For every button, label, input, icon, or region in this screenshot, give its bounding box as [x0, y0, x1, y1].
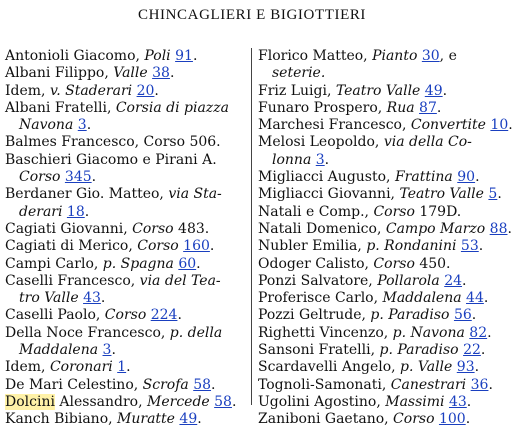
address-text: Corso [373, 203, 415, 220]
address-number-link[interactable]: 10 [490, 117, 509, 134]
entry-text: . [508, 117, 513, 134]
address-text: lonna [272, 151, 312, 168]
entry-text: Antonioli Giacomo, [5, 48, 145, 64]
entry-text: . [475, 169, 480, 186]
directory-entry [258, 169, 500, 186]
entry-text: Cagiati Giovanni, [5, 220, 133, 237]
entry-text: . [177, 307, 182, 324]
address-text: Maddalena [382, 290, 462, 307]
address-text: p. Navona [392, 324, 465, 341]
entry-text: Caselli Paolo, [5, 307, 105, 324]
entry-line [258, 359, 500, 376]
entry-text: Tognoli-Samonati, [258, 376, 391, 393]
address-text: p. Spagna [102, 255, 174, 272]
entry-text: . [154, 82, 159, 99]
address-number-link[interactable]: 24 [444, 272, 463, 289]
left-column [5, 48, 249, 429]
entry-line [258, 325, 500, 342]
entry-text: Albani Fratelli, [5, 99, 116, 116]
directory-entry [5, 100, 249, 135]
entry-line [258, 204, 500, 221]
address-number-link[interactable]: 3 [77, 117, 87, 134]
address-number-link[interactable]: 82 [469, 324, 488, 341]
entry-line [258, 134, 500, 151]
address-text: Convertite [410, 117, 486, 134]
entry-line [5, 204, 249, 221]
entry-text: Campi Carlo, [5, 255, 103, 272]
address-number-link[interactable]: 44 [466, 290, 484, 307]
directory-entry [258, 117, 513, 134]
directory-entry [258, 204, 500, 221]
directory-entry [258, 394, 500, 411]
entry-line [258, 117, 513, 134]
address-text: Corso [132, 220, 174, 237]
entry-line [5, 65, 249, 82]
entry-text: . [462, 272, 467, 289]
entry-text: , e [439, 48, 457, 64]
entry-text: Baschieri Giacomo e Pirani A. [5, 151, 217, 168]
entry-line [258, 377, 500, 394]
address-number-link[interactable]: 20 [136, 82, 155, 99]
entry-text: Friz Luigi, [258, 82, 336, 99]
entry-text: Della Noce Francesco, [5, 324, 170, 341]
directory-entry [5, 377, 249, 394]
entry-text: . [197, 411, 202, 428]
entry-line [258, 307, 500, 324]
entry-text: Caselli Francesco, [5, 272, 140, 289]
entry-text: Sansoni Fratelli, [258, 342, 380, 359]
entry-text: Funaro Prospero, [258, 99, 387, 116]
address-number-link[interactable]: 56 [453, 307, 472, 324]
address-number-link[interactable]: 100 [438, 411, 466, 428]
entry-line [5, 290, 249, 307]
entry-line [258, 220, 512, 238]
entry-text: . [471, 307, 477, 324]
entry-text: Berdaner Gio. Matteo, [5, 186, 169, 203]
address-text: Rua [386, 99, 415, 116]
entry-line [5, 238, 249, 255]
address-number-link[interactable]: 22 [463, 342, 481, 359]
address-text: Pollarola [377, 272, 440, 289]
address-text: Mercede [147, 393, 210, 410]
address-number-link[interactable]: 49 [179, 411, 198, 428]
entry-line [5, 83, 249, 100]
address-number-link[interactable]: 160 [183, 238, 210, 255]
entry-text: . [196, 255, 201, 272]
entry-text: . [497, 186, 502, 203]
address-text: tro Valle [19, 290, 79, 307]
directory-entry [258, 307, 500, 324]
address-text: Corso [137, 238, 179, 255]
entry-line [5, 169, 249, 186]
directory-entry [258, 83, 500, 100]
entry-text: Balmes Francesco, Corso 506. [5, 134, 221, 151]
directory-entry [5, 256, 249, 273]
address-text: Corso [373, 255, 415, 272]
address-text: p. Valle [400, 359, 453, 376]
entry-text: . [86, 117, 92, 134]
address-number-link[interactable]: 36 [470, 376, 489, 393]
address-text: derari [19, 203, 63, 220]
entry-text: . [111, 342, 116, 359]
entry-line [258, 273, 500, 290]
entry-line [258, 342, 500, 359]
entry-line [5, 186, 249, 203]
directory-entry [258, 342, 500, 359]
entry-line [5, 359, 249, 376]
entry-line [5, 100, 249, 117]
directory-entry [5, 65, 249, 82]
entry-text: 483. [173, 220, 210, 237]
entry-text: Idem, [5, 359, 50, 376]
address-number-link[interactable]: 87 [419, 99, 437, 116]
entry-text: . [169, 65, 175, 82]
address-number-link[interactable]: 53 [460, 238, 479, 255]
entry-line [5, 342, 249, 359]
address-number-link[interactable]: 90 [457, 169, 476, 186]
address-number-link[interactable]: 5 [488, 186, 498, 203]
address-text: Campo Marzo [385, 220, 486, 237]
entry-text: Righetti Vincenzo, [258, 324, 393, 341]
directory-entry [5, 186, 249, 221]
directory-entry [258, 359, 500, 376]
entry-text: . [211, 376, 216, 393]
entry-text: Alessandro, [54, 393, 147, 410]
address-text: via della Co- [383, 134, 472, 151]
entry-text: . [507, 220, 512, 237]
entry-line [5, 394, 249, 411]
entry-line [258, 411, 500, 428]
directory-entry [258, 377, 500, 394]
directory-entry [5, 307, 249, 324]
directory-entry [5, 411, 249, 428]
entry-text: Melosi Leopoldo, [258, 134, 384, 151]
entry-line [258, 238, 500, 255]
entry-line [258, 48, 500, 65]
entry-line [258, 256, 500, 273]
address-text: Teatro Valle [335, 82, 421, 99]
entry-line [5, 152, 249, 169]
address-number-link[interactable]: 91 [175, 48, 193, 64]
address-text: via del Tea- [139, 272, 221, 289]
entry-text: . [100, 290, 106, 307]
address-text: Coronari [49, 359, 113, 376]
directory-entry [5, 325, 249, 360]
address-text: p. Paradiso [379, 342, 459, 359]
entry-text: . [487, 324, 492, 341]
entry-line [258, 394, 500, 411]
entry-text: . [126, 359, 131, 376]
address-text: Frattina [394, 169, 453, 186]
right-column [258, 48, 513, 429]
entry-text: Zaniboni Gaetano, [258, 411, 394, 428]
entry-text: . [91, 169, 97, 186]
address-text: Corsia di piazza [115, 99, 229, 116]
address-text: Canestrari [390, 376, 467, 393]
entry-text: Marchesi Francesco, [258, 117, 411, 134]
address-number-link[interactable]: 30 [421, 48, 440, 64]
entry-text: . [436, 99, 442, 116]
address-text: Scrofa [142, 376, 189, 393]
entry-line [5, 221, 249, 238]
address-number-link[interactable]: 58 [193, 376, 212, 393]
directory-entry [258, 134, 500, 169]
entry-line [5, 273, 249, 290]
address-number-link[interactable]: 88 [489, 220, 508, 237]
directory-entry [5, 83, 249, 100]
entry-line [258, 290, 500, 307]
address-text: Corso [393, 411, 435, 428]
entry-line [258, 186, 500, 203]
address-number-link[interactable]: 49 [424, 82, 443, 99]
entry-text: 450. [414, 255, 451, 272]
address-text: Maddalena [19, 342, 99, 359]
directory-entry [258, 48, 500, 83]
entry-text: Kanch Bibiano, [5, 411, 118, 428]
address-number-link[interactable]: 43 [448, 393, 467, 410]
entry-text: Pozzi Geltrude, [258, 307, 371, 324]
address-text: Corso [19, 169, 61, 186]
entry-text: Ponzi Salvatore, [258, 272, 378, 289]
directory-entry [258, 220, 512, 238]
address-text: via Sta- [168, 186, 222, 203]
entry-text: Migliacci Augusto, [258, 169, 395, 186]
directory-entry [258, 238, 500, 255]
entry-line [5, 411, 249, 428]
entry-text: . [488, 376, 493, 393]
entry-text: Scardavelli Angelo, [258, 359, 401, 376]
entry-text: De Mari Celestino, [5, 376, 143, 393]
entry-text: . [192, 48, 198, 64]
entry-line [5, 134, 249, 151]
page-title: CHINCAGLIERI E BIGIOTTIERI [137, 7, 367, 23]
column-divider [251, 48, 252, 405]
address-text: v. Staderari [49, 82, 133, 99]
address-text: Teatro Valle [399, 186, 484, 203]
directory-entry [5, 48, 249, 65]
address-number-link[interactable]: 60 [178, 255, 197, 272]
entry-text: . [442, 82, 448, 99]
entry-line [5, 307, 249, 324]
address-number-link[interactable]: 18 [66, 203, 85, 220]
address-text: p. Rondanini [366, 238, 457, 255]
entry-text: . [465, 411, 471, 428]
directory-entry [5, 238, 249, 255]
entry-text: . [483, 290, 489, 307]
address-text: Massimi [385, 393, 445, 410]
directory-entry [5, 359, 249, 376]
entry-text: . [478, 238, 484, 255]
entry-text: Natali Domenico, [258, 220, 386, 237]
entry-line [258, 169, 500, 186]
entry-line [5, 325, 249, 342]
entry-text: Migliacci Giovanni, [258, 186, 400, 203]
entry-text: . [474, 359, 480, 376]
entry-text: 179D. [414, 203, 462, 220]
address-text: Muratte [117, 411, 175, 428]
entry-text: Proferisce Carlo, [258, 290, 383, 307]
address-text: Poli [144, 48, 171, 64]
directory-entry [258, 186, 500, 203]
entry-line [5, 117, 249, 134]
address-number-link[interactable]: 58 [214, 393, 232, 410]
directory-entry [258, 256, 500, 273]
address-text: seterie. [272, 65, 326, 82]
address-number-link[interactable]: 1 [117, 359, 127, 376]
directory-entry [5, 134, 249, 151]
entry-text: Cagiati di Merico, [5, 238, 138, 255]
address-number-link[interactable]: 38 [152, 65, 170, 82]
entry-line [5, 377, 249, 394]
highlighted-name: Dolcini [5, 393, 55, 410]
directory-entry [5, 273, 249, 308]
address-number-link[interactable]: 345 [64, 169, 92, 186]
entry-line [5, 256, 249, 273]
directory-entry [258, 100, 500, 117]
entry-line [258, 152, 500, 169]
entry-text: Nubler Emilia, [258, 238, 367, 255]
entry-text: . [209, 238, 215, 255]
entry-text: Natali e Comp., [258, 203, 374, 220]
address-text: Valle [113, 65, 148, 82]
entry-text: Odoger Calisto, [258, 255, 374, 272]
directory-entry [258, 411, 500, 428]
directory-entry [258, 290, 500, 307]
address-text: p. della [169, 324, 223, 341]
directory-entry [5, 221, 249, 238]
entry-line [258, 100, 500, 117]
entry-text: Florico Matteo, [258, 48, 373, 64]
address-number-link[interactable]: 224 [150, 307, 178, 324]
entry-line [258, 83, 500, 100]
entry-text: . [231, 393, 237, 410]
directory-entry [5, 152, 249, 187]
entry-text: Idem, [5, 82, 50, 99]
entry-line [5, 48, 249, 65]
address-text: Pianto [372, 48, 418, 64]
entry-text: . [84, 203, 90, 220]
address-number-link[interactable]: 3 [102, 342, 112, 359]
directory-entry [5, 394, 249, 411]
entry-text: Albani Filippo, [5, 65, 114, 82]
address-text: Corso [104, 307, 147, 324]
entry-line [258, 65, 500, 82]
entry-text: . [466, 393, 472, 410]
entry-text: . [324, 151, 330, 168]
address-number-link[interactable]: 3 [315, 151, 325, 168]
directory-entry [258, 273, 500, 290]
entry-text: . [480, 342, 486, 359]
entry-text: Ugolini Agostino, [258, 393, 386, 410]
address-text: p. Paradiso [370, 307, 450, 324]
address-text: Navona [19, 117, 74, 134]
directory-entry [258, 325, 500, 342]
address-number-link[interactable]: 43 [83, 290, 101, 307]
address-number-link[interactable]: 93 [456, 359, 475, 376]
